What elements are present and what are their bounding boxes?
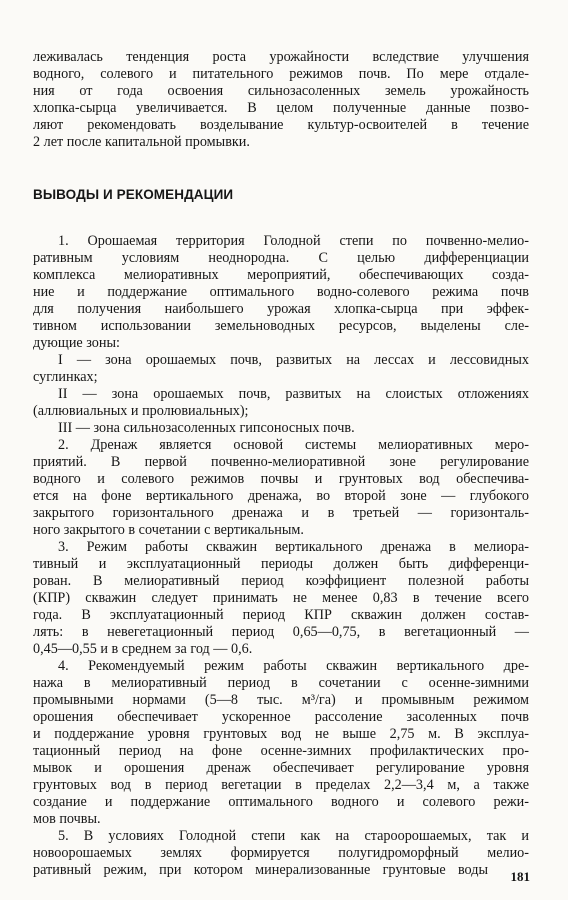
- text-line: года. В эксплуатационный период КПР скважин должен состав-: [33, 607, 529, 623]
- text-line: дующие зоны:: [33, 335, 120, 351]
- text-line: ративным условиям неоднородна. С целью дифференциации: [33, 250, 529, 266]
- text-line: грунтовых вод в период вегетации в пределах 2,2—3,4 м, а также: [33, 777, 529, 793]
- text-line: и поддержание уровня грунтовых вод не выше 2,75 м. В эксплуа-: [33, 726, 529, 742]
- text-line: промывными нормами (5—8 тыс. м³/га) и промывным режимом: [33, 692, 529, 708]
- text-line: II — зона орошаемых почв, развитых на слоистых отложениях: [58, 386, 529, 402]
- page-number: 181: [510, 869, 530, 884]
- text-line: мывок и орошения дренаж обеспечивает регулирование уровня: [33, 760, 529, 776]
- text-line: для получения наибольшего урожая хлопка-сырца при эффек-: [33, 301, 529, 317]
- text-line: 5. В условиях Голодной степи как на староорошаемых, так и: [58, 828, 529, 844]
- text-line: 2 лет после капитальной промывки.: [33, 134, 250, 150]
- text-line: I — зона орошаемых почв, развитых на лессах и лессовидных: [58, 352, 529, 368]
- text-line: тивном использовании земельноводных ресурсов, выделены сле-: [33, 318, 529, 334]
- text-line: 0,45—0,55 и в среднем за год — 0,6.: [33, 641, 253, 657]
- text-line: хлопка-сырца увеличивается. В целом полученные данные позво-: [33, 100, 529, 116]
- text-line: леживалась тенденция роста урожайности вследствие улучшения: [33, 49, 529, 65]
- text-line: (аллювиальных и пролювиальных);: [33, 403, 249, 419]
- text-line: ется на фоне вертикального дренажа, во второй зоне — глубокого: [33, 488, 529, 504]
- text-line: 1. Орошаемая территория Голодной степи по почвенно-мелио-: [58, 233, 529, 249]
- text-line: 4. Рекомендуемый режим работы скважин вертикального дре-: [58, 658, 529, 674]
- text-line: орошения обеспечивает ускоренное рассоление засоленных почв: [33, 709, 529, 725]
- text-line: создание и поддержание оптимального водного и солевого режи-: [33, 794, 529, 810]
- text-line: закрытого горизонтального дренажа и в третьей — горизонталь-: [33, 505, 529, 521]
- text-line: ного закрытого в сочетании с вертикальным.: [33, 522, 304, 538]
- text-line: (КПР) скважин следует принимать не менее 0,83 в течение всего: [33, 590, 529, 606]
- text-line: 3. Режим работы скважин вертикального дренажа в мелиора-: [58, 539, 529, 555]
- text-line: лять: в невегетационный период 0,65—0,75, в вегетационный —: [33, 624, 529, 640]
- text-line: мов почвы.: [33, 811, 101, 827]
- text-line: приятий. В первой почвенно-мелиоративной зоне регулирование: [33, 454, 529, 470]
- text-line: ляют рекомендовать возделывание культур-освоителей в течение: [33, 117, 529, 133]
- section-heading: ВЫВОДЫ И РЕКОМЕНДАЦИИ: [33, 187, 234, 202]
- text-line: нажа в мелиоративный период в сочетании с осенне-зимними: [33, 675, 529, 691]
- text-line: тационный период на фоне осенне-зимних профилактических про-: [33, 743, 529, 759]
- text-line: водного и солевого режимов почвы и грунтовых вод обеспечива-: [33, 471, 529, 487]
- text-line: тивный и эксплуатационный периоды должен быть дифференци-: [33, 556, 529, 572]
- text-line: ративный режим, при котором минерализованные грунтовые воды: [33, 862, 488, 878]
- text-line: ния от года освоения сильнозасоленных земель урожайность: [33, 83, 529, 99]
- text-line: 2. Дренаж является основой системы мелиоративных меро-: [58, 437, 529, 453]
- text-line: комплекса мелиоративных мероприятий, обеспечивающих созда-: [33, 267, 529, 283]
- text-line: новоорошаемых землях формируется полугидроморфный мелио-: [33, 845, 529, 861]
- text-line: водного, солевого и питательного режимов почв. По мере отдале-: [33, 66, 529, 82]
- text-line: рован. В мелиоративный период коэффициент полезной работы: [33, 573, 529, 589]
- text-line: суглинках;: [33, 369, 98, 385]
- text-line: III — зона сильнозасоленных гипсоносных почв.: [58, 420, 355, 436]
- text-line: ние и поддержание оптимального водно-солевого режима почв: [33, 284, 529, 300]
